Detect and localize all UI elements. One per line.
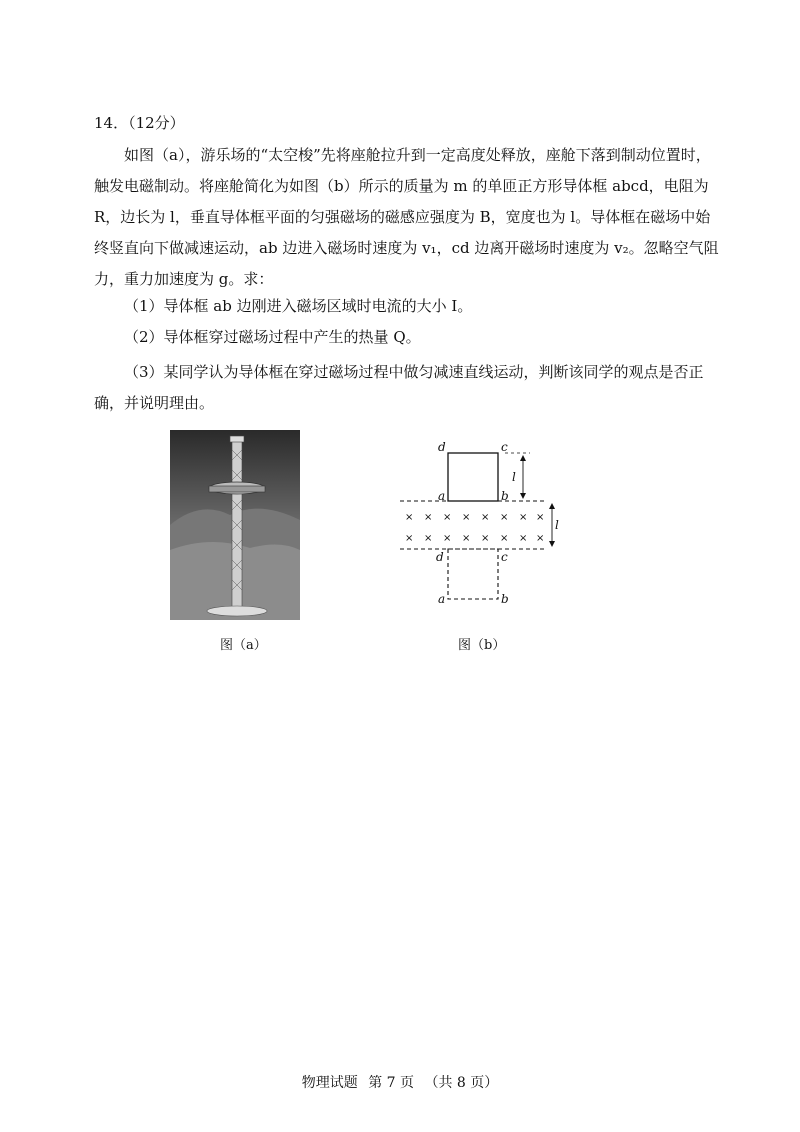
svg-text:×: ×	[424, 512, 433, 523]
svg-text:×: ×	[405, 533, 414, 544]
field-crosses	[405, 512, 544, 544]
sub-question-3: （3）某同学认为导体框在穿过磁场过程中做匀减速直线运动，判断该同学的观点是否正确，并说明理由。	[94, 363, 704, 412]
label-c-top: c	[501, 440, 508, 454]
label-l-frame: l	[512, 470, 516, 484]
svg-text:×: ×	[500, 512, 509, 523]
svg-text:×: ×	[481, 512, 490, 523]
label-c-bottom: c	[501, 550, 508, 564]
svg-text:×: ×	[481, 533, 490, 544]
footer-total: （共 8 页）	[424, 1075, 499, 1091]
label-b-bottom: b	[501, 592, 509, 606]
label-b-top: b	[501, 489, 509, 503]
svg-text:×: ×	[462, 533, 471, 544]
svg-text:×: ×	[462, 512, 471, 523]
svg-text:×: ×	[443, 533, 452, 544]
label-l-field: l	[555, 518, 559, 532]
footer-page: 第 7 页	[368, 1075, 414, 1091]
frame-dashed	[448, 549, 498, 599]
sub-question-1: （1）导体框 ab 边刚进入磁场区域时电流的大小 I。	[124, 297, 473, 315]
svg-text:×: ×	[536, 533, 545, 544]
svg-text:×: ×	[405, 512, 414, 523]
frame-solid	[448, 453, 498, 501]
figure-a-caption: 图（a）	[220, 638, 267, 653]
svg-text:×: ×	[424, 533, 433, 544]
label-d-top: d	[438, 440, 446, 454]
svg-text:×: ×	[519, 533, 528, 544]
page-footer	[0, 1072, 800, 1092]
label-a-bottom: a	[438, 592, 446, 606]
drop-tower-photo	[170, 430, 300, 620]
label-d-bottom: d	[436, 550, 444, 564]
sub-question-2: （2）导体框穿过磁场过程中产生的热量 Q。	[124, 328, 421, 346]
svg-text:×: ×	[443, 512, 452, 523]
svg-text:×: ×	[519, 512, 528, 523]
figure-b-caption: 图（b）	[458, 638, 506, 653]
svg-text:×: ×	[536, 512, 545, 523]
svg-text:×: ×	[500, 533, 509, 544]
magnetic-field-diagram	[395, 435, 565, 610]
question-number: 14．（12分）	[94, 114, 185, 132]
label-a-top: a	[438, 489, 446, 503]
footer-subject: 物理试题	[301, 1075, 358, 1091]
question-stem: 如图（a），游乐场的“太空梭”先将座舱拉升到一定高度处释放，座舱下落到制动位置时，触发电磁制动。将座舱简化为如图（b）所示的质量为 m 的单匝正方形导体框 abcd，电阻为 R，边长为 l，垂直导体框平面的匀强磁场的磁感应强度为 B，宽度也为 l。导体框在磁场中始终竖直向下做减速运动，ab 边进入磁场时速度为 v₁，cd 边离开磁场时速度为 v₂。忽略空气阻力，重力加速度为 g。求：	[94, 146, 719, 288]
